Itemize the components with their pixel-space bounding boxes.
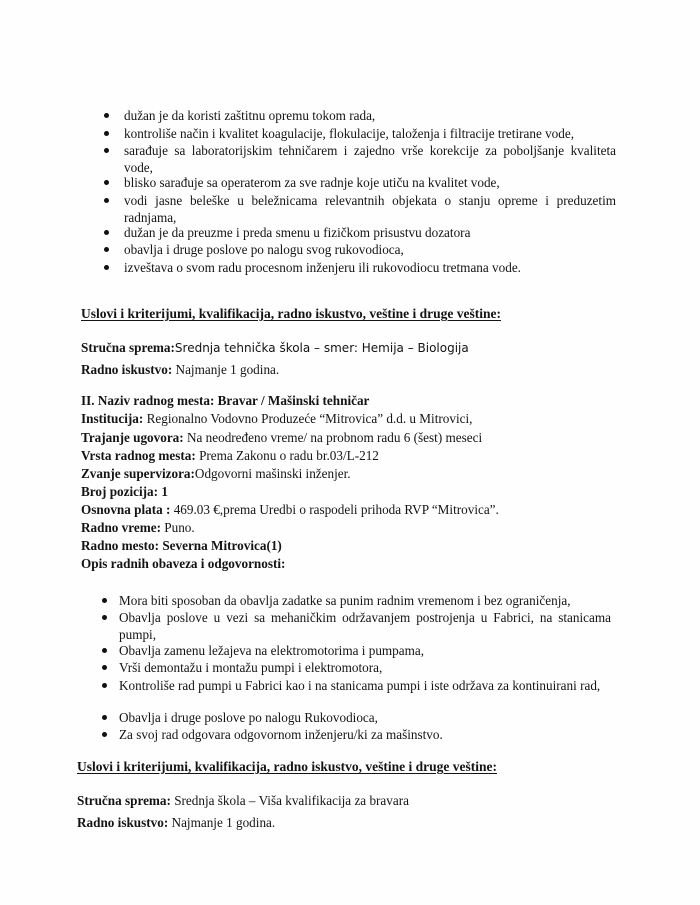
vreme-row	[81, 519, 195, 536]
zvanje-label: Zvanje supervizora:	[81, 466, 195, 481]
list-item-text: vodi jasne beleške u beležnicama relevantnih objekata o stanju opreme i preduzetim radnjama,	[124, 193, 616, 225]
list-item-text: obavlja i druge poslove po nalogu svog rukovodioca,	[124, 242, 404, 257]
bullet-icon	[102, 648, 107, 653]
list-item-text: dužan je da preuzme i preda smenu u fizičkom prisustvu dozatora	[124, 225, 471, 240]
broj-pozicija: Broj pozicija: 1	[81, 484, 168, 499]
list-item-text: Vrši demontažu i montažu pumpi i elektromotora,	[119, 660, 383, 675]
vreme-label: Radno vreme:	[81, 520, 161, 535]
section-1-heading: Uslovi i kriterijumi, kvalifikacija, radno iskustvo, veštine i druge veštine:	[81, 306, 501, 321]
bullet-icon	[104, 247, 109, 252]
list-item-text: Kontroliše rad pumpi u Fabrici kao i na stanicama pumpi i iste održava za kontinuirani rad,	[119, 678, 601, 693]
vrsta-label: Vrsta radnog mesta:	[81, 448, 196, 463]
opis-label: Opis radnih obaveza i odgovornosti:	[81, 556, 286, 571]
sprema-label: Stručna sprema:	[81, 340, 175, 355]
vrsta-value: Prema Zakonu o radu br.03/L-212	[195, 448, 379, 463]
bullet-icon	[104, 148, 109, 153]
list-item-text: dužan je da koristi zaštitnu opremu tokom rada,	[124, 108, 376, 123]
zvanje-row	[81, 465, 351, 482]
section-2-sprema	[77, 792, 409, 809]
vreme-value: Puno.	[160, 520, 195, 535]
bullet-icon	[102, 715, 107, 720]
bullet-icon	[102, 615, 107, 620]
sprema-value: Srednja tehnička škola – smer: Hemija – Biologija	[174, 341, 469, 355]
institucija-value: Regionalno Vodovno Produzeće “Mitrovica” d.d. u Mitrovici,	[143, 411, 473, 426]
vrsta-row	[81, 447, 379, 464]
bullet-icon	[104, 230, 109, 235]
iskustvo-value-2: Najmanje 1 godina.	[168, 815, 276, 830]
list-item-text: blisko sarađuje sa operaterom za sve radnje koje utiču na kvalitet vode,	[124, 175, 500, 190]
list-item-text: Obavlja poslove u vezi sa mehaničkim održavanjem postrojenja u Fabrici, na stanicama pumpi,	[119, 610, 611, 642]
section-2-iskustvo	[77, 814, 275, 831]
bullet-icon	[102, 732, 107, 737]
institucija-row	[81, 410, 472, 427]
section-1-iskustvo	[81, 361, 279, 378]
list-item-text: kontroliše način i kvalitet koagulacije, flokulacije, taloženja i filtracije tretirane vode,	[124, 126, 575, 141]
section-2-heading: Uslovi i kriterijumi, kvalifikacija, radno iskustvo, veštine i druge veštine:	[77, 759, 497, 774]
bullet-icon	[102, 683, 107, 688]
section-1-sprema	[81, 339, 469, 357]
list-item-text: Mora biti sposoban da obavlja zadatke sa punim radnim vremenom i bez ograničenja,	[119, 593, 571, 608]
plata-value: 469.03 €,prema Uredbi o raspodeli prihoda RVP “Mitrovica”.	[170, 502, 499, 517]
iskustvo-value: Najmanje 1 godina.	[172, 362, 280, 377]
iskustvo-label: Radno iskustvo:	[81, 362, 173, 377]
list-item-text: Obavlja i druge poslove po nalogu Rukovodioca,	[119, 710, 378, 725]
bullet-icon	[102, 665, 107, 670]
list-item-text: Obavlja zamenu ležajeva na elektromotorima i pumpama,	[119, 643, 425, 658]
sprema-label-2: Stručna sprema:	[77, 793, 171, 808]
bullet-icon	[104, 265, 109, 270]
bullet-icon	[104, 131, 109, 136]
list-item-text: Za svoj rad odgovara odgovornom inženjeru/ki za mašinstvo.	[119, 727, 443, 742]
institucija-label: Institucija:	[81, 411, 144, 426]
sprema-value-2: Srednja škola – Viša kvalifikacija za bravara	[170, 793, 409, 808]
bullet-icon	[102, 598, 107, 603]
list-item-text: sarađuje sa laboratorijskim tehničarem i zajedno vrše korekcije za poboljšanje kvaliteta vode,	[124, 143, 616, 175]
iskustvo-label-2: Radno iskustvo:	[77, 815, 169, 830]
zvanje-value: Odgovorni mašinski inženjer.	[194, 466, 351, 481]
plata-label: Osnovna plata :	[81, 502, 171, 517]
trajanje-row	[81, 429, 482, 446]
plata-row	[81, 501, 499, 518]
position-2-title: II. Naziv radnog mesta: Bravar / Mašinski tehničar	[81, 393, 370, 408]
bullet-icon	[104, 198, 109, 203]
mesto-row: Radno mesto: Severna Mitrovica(1)	[81, 538, 282, 553]
bullet-icon	[104, 180, 109, 185]
bullet-icon	[104, 113, 109, 118]
list-item-text: izveštava o svom radu procesnom inženjeru ili rukovodiocu tretmana vode.	[124, 260, 521, 275]
trajanje-value: Na neodređeno vreme/ na probnom radu 6 (šest) meseci	[183, 430, 483, 445]
trajanje-label: Trajanje ugovora:	[81, 430, 184, 445]
